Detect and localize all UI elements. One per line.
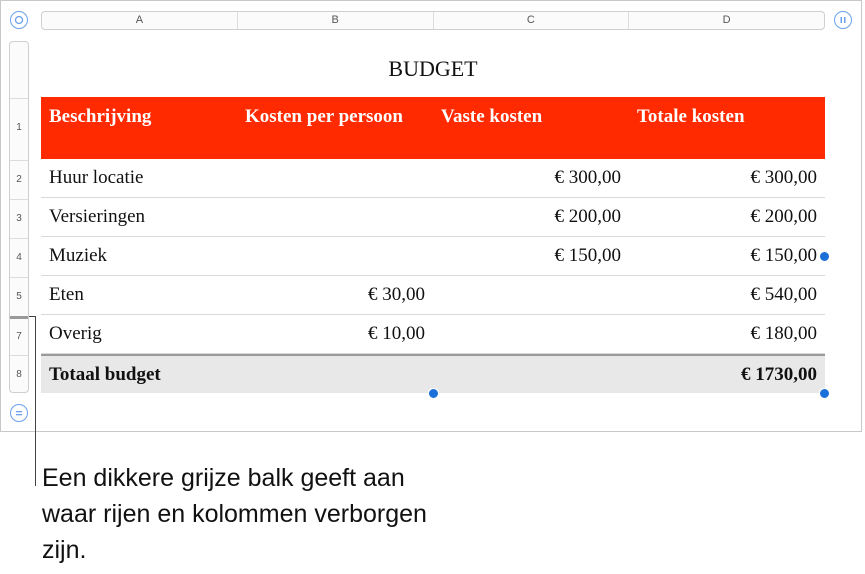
table-row — [41, 237, 825, 276]
resize-handle-corner[interactable] — [819, 388, 830, 399]
table-cell[interactable] — [237, 159, 433, 197]
table-cell[interactable]: Muziek — [49, 245, 108, 266]
header-cell[interactable]: Beschrijving — [49, 106, 152, 127]
table-cell[interactable]: € 180,00 — [750, 323, 817, 344]
row-header-3[interactable]: 3 — [10, 199, 28, 238]
header-cell[interactable]: Vaste kosten — [441, 106, 543, 127]
table-cell[interactable]: € 10,00 — [368, 323, 425, 344]
table-cell[interactable]: Huur locatie — [49, 167, 144, 188]
table-cell[interactable]: Overig — [49, 323, 102, 344]
pause-bars-icon — [838, 15, 848, 25]
table-cell[interactable] — [237, 198, 433, 236]
circle-icon — [14, 15, 24, 25]
table-title[interactable]: BUDGET — [388, 56, 478, 81]
header-cell[interactable]: Totale kosten — [637, 106, 745, 127]
row-header-bar[interactable] — [9, 41, 29, 393]
column-header-c[interactable]: C — [434, 12, 630, 29]
column-handle-button[interactable] — [834, 11, 852, 29]
select-all-table-button[interactable] — [10, 11, 28, 29]
column-header-a[interactable]: A — [42, 12, 238, 29]
table-cell[interactable] — [433, 276, 629, 314]
header-row — [41, 97, 825, 159]
row-header-1[interactable]: 1 — [10, 98, 28, 160]
table-row — [41, 315, 825, 354]
row-header-7[interactable]: 7 — [10, 316, 28, 355]
callout-caption: Een dikkere grijze balk geeft aan waar rijen en kolommen verborgen zijn. — [42, 464, 427, 564]
header-cell[interactable]: Kosten per persoon — [245, 106, 403, 127]
table-cell[interactable] — [237, 237, 433, 275]
budget-table — [41, 97, 825, 393]
table-cell[interactable]: € 540,00 — [750, 284, 817, 305]
table-cell[interactable]: € 200,00 — [750, 206, 817, 227]
table-cell[interactable]: Versieringen — [49, 206, 146, 227]
total-row — [41, 354, 825, 393]
table-cell[interactable] — [237, 356, 433, 393]
resize-handle-bottom[interactable] — [428, 388, 439, 399]
resize-handle-right[interactable] — [819, 251, 830, 262]
table-cell[interactable]: € 300,00 — [554, 167, 621, 188]
row-handle-button[interactable] — [10, 404, 28, 422]
equals-icon — [14, 408, 24, 418]
table-cell[interactable] — [433, 356, 629, 393]
table-cell[interactable]: € 30,00 — [368, 284, 425, 305]
row-header-8[interactable]: 8 — [10, 355, 28, 394]
total-value-cell[interactable]: € 1730,00 — [741, 363, 817, 385]
row-header-4[interactable]: 4 — [10, 238, 28, 277]
table-row — [41, 159, 825, 198]
table-cell[interactable]: € 150,00 — [750, 245, 817, 266]
column-header-b[interactable]: B — [238, 12, 434, 29]
table-cell[interactable]: € 200,00 — [554, 206, 621, 227]
table-cell[interactable]: € 150,00 — [554, 245, 621, 266]
column-header-d[interactable]: D — [722, 14, 731, 26]
row-header-5[interactable]: 5 — [10, 277, 28, 316]
table-cell[interactable]: Eten — [49, 284, 84, 305]
table-row — [41, 276, 825, 315]
callout-line — [35, 316, 36, 486]
table-row — [41, 198, 825, 237]
column-header-bar[interactable] — [41, 11, 825, 30]
total-label-cell[interactable]: Totaal budget — [49, 363, 161, 385]
row-header-2[interactable]: 2 — [10, 160, 28, 199]
table-cell[interactable]: € 300,00 — [750, 167, 817, 188]
table-cell[interactable] — [433, 315, 629, 353]
